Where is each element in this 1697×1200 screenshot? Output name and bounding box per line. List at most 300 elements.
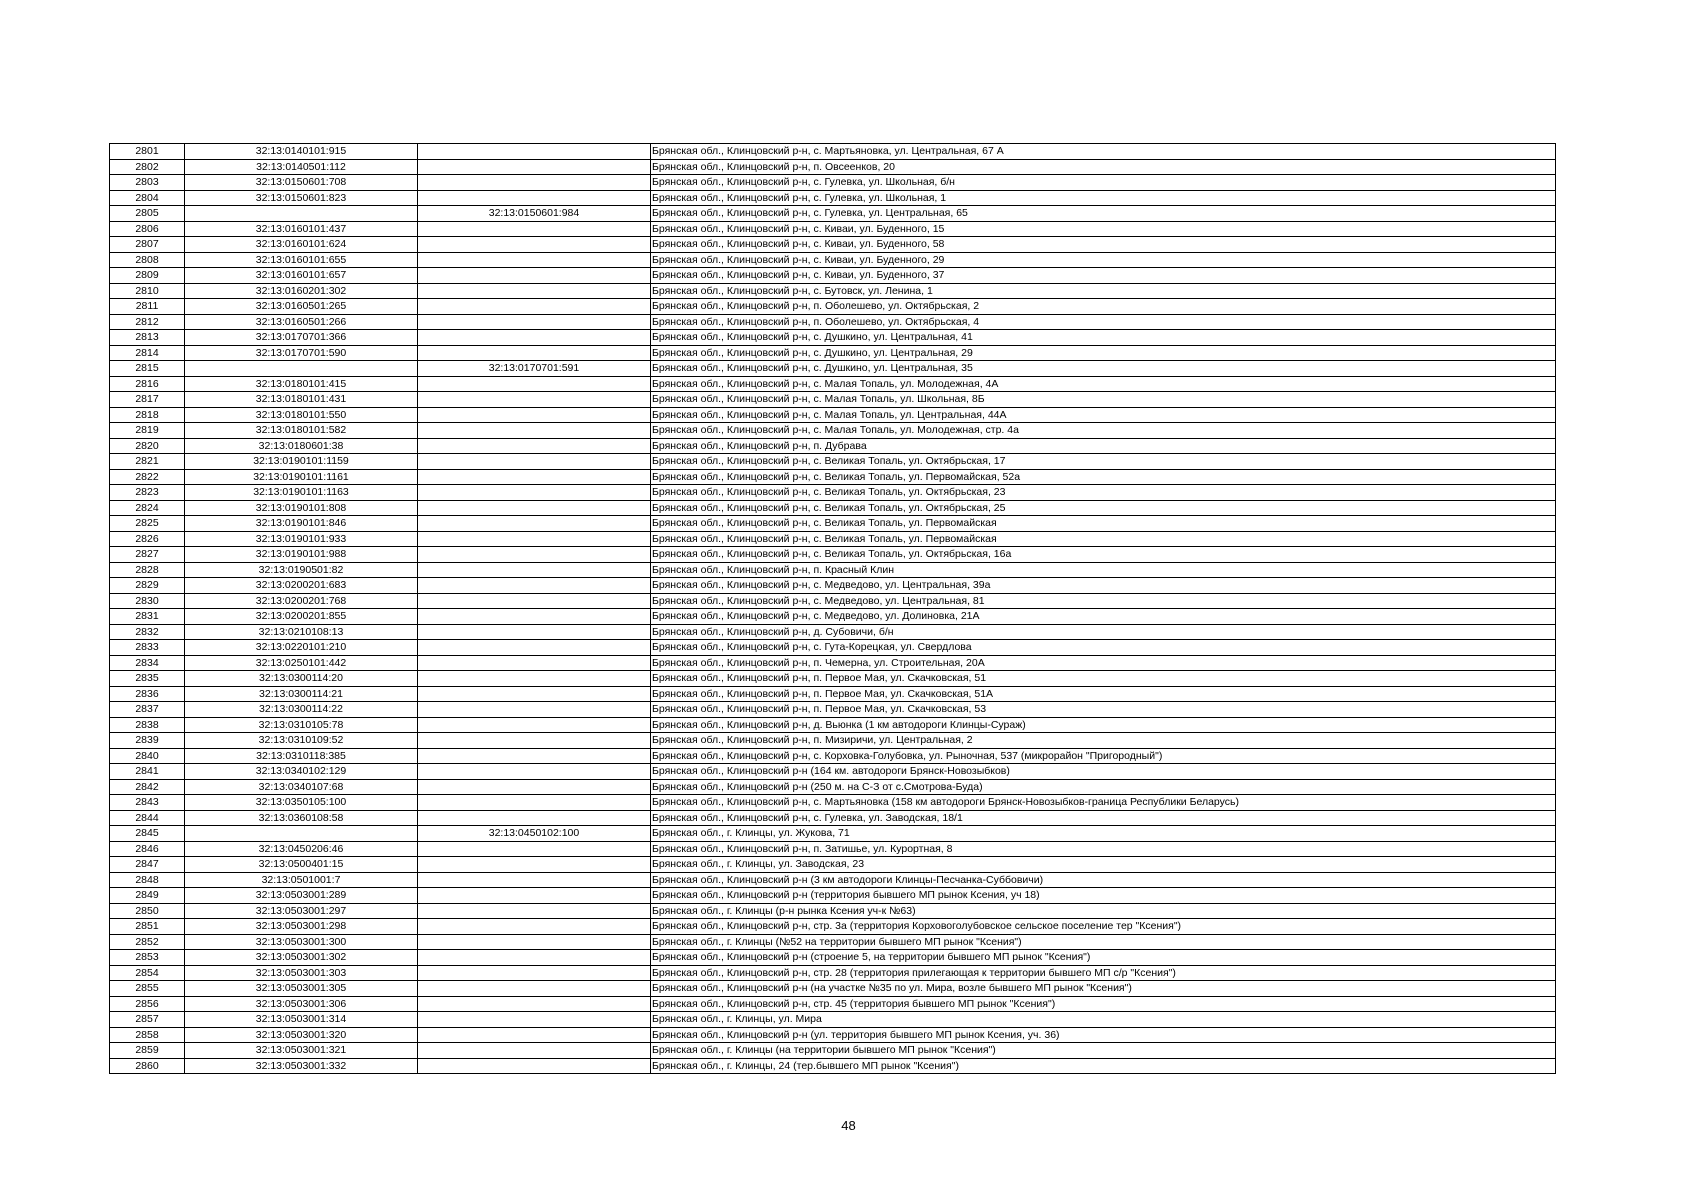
cadastral-number-alt-cell	[418, 299, 651, 315]
table-row	[110, 221, 1556, 237]
cadastral-number-alt-cell	[418, 857, 651, 873]
cadastral-number-cell: 32:13:0503001:321	[185, 1043, 418, 1059]
cadastral-number-alt-cell	[418, 748, 651, 764]
row-number-cell: 2831	[110, 609, 185, 625]
table-row	[110, 237, 1556, 253]
cadastral-number-cell: 32:13:0501001:7	[185, 872, 418, 888]
row-number-cell: 2837	[110, 702, 185, 718]
row-number-cell: 2847	[110, 857, 185, 873]
cadastral-number-alt-cell	[418, 562, 651, 578]
row-number-cell: 2821	[110, 454, 185, 470]
row-number-cell: 2832	[110, 624, 185, 640]
cadastral-number-alt-cell	[418, 640, 651, 656]
cadastral-number-alt-cell	[418, 407, 651, 423]
cadastral-number-alt-cell	[418, 237, 651, 253]
cadastral-number-cell: 32:13:0503001:297	[185, 903, 418, 919]
cadastral-number-cell: 32:13:0503001:300	[185, 934, 418, 950]
cadastral-number-cell: 32:13:0190101:846	[185, 516, 418, 532]
address-cell: Брянская обл., Клинцовский р-н (строение 5, на территории бывшего МП рынок "Ксения")	[651, 950, 1556, 966]
table-row	[110, 314, 1556, 330]
cadastral-number-cell: 32:13:0310118:385	[185, 748, 418, 764]
table-row	[110, 175, 1556, 191]
cadastral-number-cell: 32:13:0200201:855	[185, 609, 418, 625]
table-row	[110, 438, 1556, 454]
row-number-cell: 2812	[110, 314, 185, 330]
cadastral-number-alt-cell	[418, 330, 651, 346]
row-number-cell: 2814	[110, 345, 185, 361]
table-row	[110, 965, 1556, 981]
table-row	[110, 795, 1556, 811]
cadastral-number-cell: 32:13:0170701:590	[185, 345, 418, 361]
address-cell: Брянская обл., Клинцовский р-н, с. Мартьяновка, ул. Центральная, 67 А	[651, 144, 1556, 160]
table-row	[110, 609, 1556, 625]
address-cell: Брянская обл., Клинцовский р-н, с. Душкино, ул. Центральная, 29	[651, 345, 1556, 361]
registry-table-body	[110, 144, 1556, 1074]
cadastral-number-alt-cell	[418, 578, 651, 594]
row-number-cell: 2840	[110, 748, 185, 764]
cadastral-number-cell: 32:13:0150601:708	[185, 175, 418, 191]
cadastral-number-cell: 32:13:0210108:13	[185, 624, 418, 640]
cadastral-number-alt-cell	[418, 345, 651, 361]
address-cell: Брянская обл., г. Клинцы, ул. Мира	[651, 1012, 1556, 1028]
table-row	[110, 330, 1556, 346]
table-row	[110, 578, 1556, 594]
table-row	[110, 593, 1556, 609]
table-row	[110, 268, 1556, 284]
row-number-cell: 2836	[110, 686, 185, 702]
cadastral-number-cell: 32:13:0190101:1163	[185, 485, 418, 501]
row-number-cell: 2818	[110, 407, 185, 423]
row-number-cell: 2822	[110, 469, 185, 485]
address-cell: Брянская обл., Клинцовский р-н, с. Великая Топаль, ул. Октябрьская, 17	[651, 454, 1556, 470]
address-cell: Брянская обл., Клинцовский р-н (3 км автодороги Клинцы-Песчанка-Суббовичи)	[651, 872, 1556, 888]
cadastral-number-cell: 32:13:0190501:82	[185, 562, 418, 578]
row-number-cell: 2851	[110, 919, 185, 935]
row-number-cell: 2807	[110, 237, 185, 253]
cadastral-number-alt-cell	[418, 500, 651, 516]
table-row	[110, 826, 1556, 842]
cadastral-number-cell: 32:13:0140101:915	[185, 144, 418, 160]
address-cell: Брянская обл., Клинцовский р-н, с. Малая Топаль, ул. Молодежная, 4А	[651, 376, 1556, 392]
row-number-cell: 2824	[110, 500, 185, 516]
address-cell: Брянская обл., Клинцовский р-н, д. Субовичи, б/н	[651, 624, 1556, 640]
cadastral-number-cell: 32:13:0190101:1159	[185, 454, 418, 470]
cadastral-number-alt-cell	[418, 1058, 651, 1074]
address-cell: Брянская обл., Клинцовский р-н, с. Душкино, ул. Центральная, 35	[651, 361, 1556, 377]
row-number-cell: 2801	[110, 144, 185, 160]
row-number-cell: 2815	[110, 361, 185, 377]
address-cell: Брянская обл., Клинцовский р-н, п. Красный Клин	[651, 562, 1556, 578]
cadastral-number-cell: 32:13:0180601:38	[185, 438, 418, 454]
table-row	[110, 469, 1556, 485]
cadastral-number-alt-cell	[418, 283, 651, 299]
row-number-cell: 2816	[110, 376, 185, 392]
cadastral-number-cell: 32:13:0220101:210	[185, 640, 418, 656]
cadastral-number-cell: 32:13:0310105:78	[185, 717, 418, 733]
cadastral-number-cell: 32:13:0310109:52	[185, 733, 418, 749]
table-row	[110, 671, 1556, 687]
table-row	[110, 159, 1556, 175]
cadastral-number-cell: 32:13:0340102:129	[185, 764, 418, 780]
address-cell: Брянская обл., Клинцовский р-н (на участке №35 по ул. Мира, возле бывшего МП рынок "Ксения")	[651, 981, 1556, 997]
table-row	[110, 733, 1556, 749]
cadastral-number-alt-cell	[418, 252, 651, 268]
row-number-cell: 2857	[110, 1012, 185, 1028]
table-row	[110, 640, 1556, 656]
table-row	[110, 423, 1556, 439]
cadastral-number-cell: 32:13:0503001:305	[185, 981, 418, 997]
cadastral-number-alt-cell	[418, 717, 651, 733]
address-cell: Брянская обл., Клинцовский р-н, с. Малая Топаль, ул. Школьная, 8Б	[651, 392, 1556, 408]
cadastral-number-alt-cell	[418, 469, 651, 485]
cadastral-number-alt-cell	[418, 810, 651, 826]
cadastral-number-alt-cell	[418, 624, 651, 640]
cadastral-number-cell: 32:13:0160501:266	[185, 314, 418, 330]
cadastral-number-alt-cell	[418, 221, 651, 237]
address-cell: Брянская обл., Клинцовский р-н, с. Гулевка, ул. Школьная, 1	[651, 190, 1556, 206]
address-cell: Брянская обл., Клинцовский р-н (164 км. автодороги Брянск-Новозыбков)	[651, 764, 1556, 780]
address-cell: Брянская обл., Клинцовский р-н, с. Киваи, ул. Буденного, 15	[651, 221, 1556, 237]
table-row	[110, 283, 1556, 299]
row-number-cell: 2854	[110, 965, 185, 981]
table-row	[110, 903, 1556, 919]
cadastral-number-cell: 32:13:0503001:314	[185, 1012, 418, 1028]
cadastral-number-cell: 32:13:0300114:20	[185, 671, 418, 687]
row-number-cell: 2805	[110, 206, 185, 222]
cadastral-number-alt-cell	[418, 609, 651, 625]
cadastral-number-alt-cell	[418, 702, 651, 718]
table-row	[110, 547, 1556, 563]
cadastral-number-alt-cell	[418, 965, 651, 981]
table-row	[110, 144, 1556, 160]
address-cell: Брянская обл., Клинцовский р-н, с. Киваи, ул. Буденного, 37	[651, 268, 1556, 284]
cadastral-number-alt-cell	[418, 950, 651, 966]
address-cell: Брянская обл., Клинцовский р-н, с. Малая Топаль, ул. Молодежная, стр. 4а	[651, 423, 1556, 439]
cadastral-number-cell: 32:13:0160201:302	[185, 283, 418, 299]
address-cell: Брянская обл., Клинцовский р-н, д. Вьюнка (1 км автодороги Клинцы-Сураж)	[651, 717, 1556, 733]
row-number-cell: 2856	[110, 996, 185, 1012]
cadastral-number-cell: 32:13:0180101:582	[185, 423, 418, 439]
table-row	[110, 857, 1556, 873]
row-number-cell: 2828	[110, 562, 185, 578]
table-row	[110, 299, 1556, 315]
row-number-cell: 2849	[110, 888, 185, 904]
cadastral-number-alt-cell	[418, 686, 651, 702]
cadastral-number-cell: 32:13:0200201:683	[185, 578, 418, 594]
cadastral-number-cell: 32:13:0500401:15	[185, 857, 418, 873]
cadastral-number-alt-cell	[418, 934, 651, 950]
cadastral-number-cell: 32:13:0160501:265	[185, 299, 418, 315]
cadastral-number-alt-cell	[418, 779, 651, 795]
row-number-cell: 2803	[110, 175, 185, 191]
address-cell: Брянская обл., Клинцовский р-н, с. Великая Топаль, ул. Первомайская	[651, 531, 1556, 547]
table-row	[110, 500, 1556, 516]
cadastral-number-alt-cell	[418, 671, 651, 687]
cadastral-number-cell: 32:13:0503001:332	[185, 1058, 418, 1074]
cadastral-number-cell: 32:13:0503001:289	[185, 888, 418, 904]
cadastral-number-alt-cell: 32:13:0150601:984	[418, 206, 651, 222]
address-cell: Брянская обл., Клинцовский р-н, п. Чемерна, ул. Строительная, 20А	[651, 655, 1556, 671]
table-row	[110, 748, 1556, 764]
address-cell: Брянская обл., Клинцовский р-н, с. Гулевка, ул. Школьная, б/н	[651, 175, 1556, 191]
cadastral-number-cell	[185, 361, 418, 377]
row-number-cell: 2853	[110, 950, 185, 966]
row-number-cell: 2833	[110, 640, 185, 656]
row-number-cell: 2806	[110, 221, 185, 237]
table-row	[110, 655, 1556, 671]
cadastral-number-cell: 32:13:0190101:933	[185, 531, 418, 547]
table-row	[110, 376, 1556, 392]
table-row	[110, 872, 1556, 888]
address-cell: Брянская обл., Клинцовский р-н, с. Гута-Корецкая, ул. Свердлова	[651, 640, 1556, 656]
row-number-cell: 2834	[110, 655, 185, 671]
cadastral-number-alt-cell	[418, 593, 651, 609]
row-number-cell: 2810	[110, 283, 185, 299]
cadastral-number-cell	[185, 826, 418, 842]
cadastral-number-cell: 32:13:0250101:442	[185, 655, 418, 671]
cadastral-number-alt-cell	[418, 314, 651, 330]
cadastral-number-cell: 32:13:0503001:320	[185, 1027, 418, 1043]
address-cell: Брянская обл., Клинцовский р-н, с. Душкино, ул. Центральная, 41	[651, 330, 1556, 346]
address-cell: Брянская обл., Клинцовский р-н, с. Великая Топаль, ул. Октябрьская, 23	[651, 485, 1556, 501]
row-number-cell: 2813	[110, 330, 185, 346]
row-number-cell: 2852	[110, 934, 185, 950]
cadastral-number-alt-cell	[418, 423, 651, 439]
address-cell: Брянская обл., Клинцовский р-н, с. Медведово, ул. Долиновка, 21А	[651, 609, 1556, 625]
cadastral-number-cell: 32:13:0450206:46	[185, 841, 418, 857]
table-row	[110, 485, 1556, 501]
cadastral-number-alt-cell	[418, 919, 651, 935]
table-row	[110, 392, 1556, 408]
address-cell: Брянская обл., Клинцовский р-н, с. Медведово, ул. Центральная, 81	[651, 593, 1556, 609]
address-cell: Брянская обл., Клинцовский р-н, п. Первое Мая, ул. Скачковская, 51	[651, 671, 1556, 687]
cadastral-number-cell: 32:13:0360108:58	[185, 810, 418, 826]
table-row	[110, 516, 1556, 532]
row-number-cell: 2830	[110, 593, 185, 609]
row-number-cell: 2842	[110, 779, 185, 795]
address-cell: Брянская обл., Клинцовский р-н (территория бывшего МП рынок Ксения, уч 18)	[651, 888, 1556, 904]
row-number-cell: 2839	[110, 733, 185, 749]
table-row	[110, 779, 1556, 795]
row-number-cell: 2860	[110, 1058, 185, 1074]
cadastral-number-alt-cell	[418, 159, 651, 175]
address-cell: Брянская обл., Клинцовский р-н, с. Малая Топаль, ул. Центральная, 44А	[651, 407, 1556, 423]
cadastral-number-alt-cell	[418, 175, 651, 191]
row-number-cell: 2804	[110, 190, 185, 206]
table-row	[110, 407, 1556, 423]
address-cell: Брянская обл., Клинцовский р-н, п. Овсеенков, 20	[651, 159, 1556, 175]
cadastral-number-cell: 32:13:0180101:415	[185, 376, 418, 392]
table-row	[110, 531, 1556, 547]
cadastral-number-cell: 32:13:0150601:823	[185, 190, 418, 206]
table-row	[110, 950, 1556, 966]
row-number-cell: 2802	[110, 159, 185, 175]
row-number-cell: 2823	[110, 485, 185, 501]
table-row	[110, 190, 1556, 206]
cadastral-number-alt-cell	[418, 981, 651, 997]
row-number-cell: 2846	[110, 841, 185, 857]
row-number-cell: 2859	[110, 1043, 185, 1059]
cadastral-number-alt-cell	[418, 872, 651, 888]
cadastral-number-alt-cell	[418, 1043, 651, 1059]
row-number-cell: 2848	[110, 872, 185, 888]
table-row	[110, 996, 1556, 1012]
row-number-cell: 2819	[110, 423, 185, 439]
address-cell: Брянская обл., Клинцовский р-н, с. Великая Топаль, ул. Октябрьская, 16а	[651, 547, 1556, 563]
address-cell: Брянская обл., Клинцовский р-н, п. Оболешево, ул. Октябрьская, 4	[651, 314, 1556, 330]
cadastral-number-cell: 32:13:0340107:68	[185, 779, 418, 795]
table-row	[110, 717, 1556, 733]
cadastral-number-cell: 32:13:0190101:808	[185, 500, 418, 516]
cadastral-number-cell: 32:13:0503001:303	[185, 965, 418, 981]
row-number-cell: 2808	[110, 252, 185, 268]
cadastral-number-cell: 32:13:0180101:550	[185, 407, 418, 423]
cadastral-number-cell: 32:13:0180101:431	[185, 392, 418, 408]
address-cell: Брянская обл., г. Клинцы, 24 (тер.бывшего МП рынок "Ксения")	[651, 1058, 1556, 1074]
registry-table	[109, 143, 1556, 1074]
table-row	[110, 345, 1556, 361]
address-cell: Брянская обл., Клинцовский р-н, стр. 45 (территория бывшего МП рынок "Ксения")	[651, 996, 1556, 1012]
row-number-cell: 2855	[110, 981, 185, 997]
address-cell: Брянская обл., г. Клинцы (№52 на территории бывшего МП рынок "Ксения")	[651, 934, 1556, 950]
address-cell: Брянская обл., Клинцовский р-н, п. Дубрава	[651, 438, 1556, 454]
address-cell: Брянская обл., Клинцовский р-н, п. Первое Мая, ул. Скачковская, 51А	[651, 686, 1556, 702]
address-cell: Брянская обл., Клинцовский р-н, п. Мизиричи, ул. Центральная, 2	[651, 733, 1556, 749]
cadastral-number-alt-cell	[418, 485, 651, 501]
address-cell: Брянская обл., Клинцовский р-н (250 м. на С-З от с.Смотрова-Буда)	[651, 779, 1556, 795]
row-number-cell: 2858	[110, 1027, 185, 1043]
address-cell: Брянская обл., Клинцовский р-н, с. Великая Топаль, ул. Первомайская, 52а	[651, 469, 1556, 485]
table-row	[110, 934, 1556, 950]
cadastral-number-alt-cell	[418, 841, 651, 857]
cadastral-number-cell: 32:13:0160101:437	[185, 221, 418, 237]
table-row	[110, 562, 1556, 578]
cadastral-number-cell: 32:13:0190101:1161	[185, 469, 418, 485]
row-number-cell: 2844	[110, 810, 185, 826]
cadastral-number-cell: 32:13:0503001:306	[185, 996, 418, 1012]
row-number-cell: 2826	[110, 531, 185, 547]
address-cell: Брянская обл., г. Клинцы (на территории бывшего МП рынок "Ксения")	[651, 1043, 1556, 1059]
cadastral-number-alt-cell	[418, 190, 651, 206]
table-row	[110, 810, 1556, 826]
row-number-cell: 2843	[110, 795, 185, 811]
address-cell: Брянская обл., Клинцовский р-н, п. Первое Мая, ул. Скачковская, 53	[651, 702, 1556, 718]
cadastral-number-cell: 32:13:0140501:112	[185, 159, 418, 175]
cadastral-number-alt-cell	[418, 655, 651, 671]
cadastral-number-alt-cell	[418, 144, 651, 160]
address-cell: Брянская обл., Клинцовский р-н, с. Великая Топаль, ул. Первомайская	[651, 516, 1556, 532]
cadastral-number-cell: 32:13:0170701:366	[185, 330, 418, 346]
cadastral-number-cell: 32:13:0300114:21	[185, 686, 418, 702]
row-number-cell: 2825	[110, 516, 185, 532]
cadastral-number-alt-cell	[418, 516, 651, 532]
address-cell: Брянская обл., Клинцовский р-н, с. Великая Топаль, ул. Октябрьская, 25	[651, 500, 1556, 516]
cadastral-number-cell: 32:13:0350105:100	[185, 795, 418, 811]
cadastral-number-alt-cell	[418, 376, 651, 392]
address-cell: Брянская обл., Клинцовский р-н, с. Корховка-Голубовка, ул. Рыночная, 537 (микрорайон "Пригородный")	[651, 748, 1556, 764]
cadastral-number-cell: 32:13:0200201:768	[185, 593, 418, 609]
table-row	[110, 454, 1556, 470]
table-row	[110, 624, 1556, 640]
row-number-cell: 2835	[110, 671, 185, 687]
table-row	[110, 252, 1556, 268]
row-number-cell: 2827	[110, 547, 185, 563]
address-cell: Брянская обл., Клинцовский р-н, стр. 3а (территория Корховоголубовское сельское поселение тер "Ксения")	[651, 919, 1556, 935]
cadastral-number-alt-cell	[418, 268, 651, 284]
table-row	[110, 764, 1556, 780]
table-row	[110, 361, 1556, 377]
cadastral-number-cell: 32:13:0503001:298	[185, 919, 418, 935]
cadastral-number-alt-cell	[418, 547, 651, 563]
row-number-cell: 2817	[110, 392, 185, 408]
cadastral-number-cell: 32:13:0160101:624	[185, 237, 418, 253]
cadastral-number-cell	[185, 206, 418, 222]
cadastral-number-alt-cell: 32:13:0450102:100	[418, 826, 651, 842]
row-number-cell: 2845	[110, 826, 185, 842]
cadastral-number-alt-cell	[418, 764, 651, 780]
address-cell: Брянская обл., Клинцовский р-н, с. Гулевка, ул. Заводская, 18/1	[651, 810, 1556, 826]
address-cell: Брянская обл., Клинцовский р-н, с. Киваи, ул. Буденного, 29	[651, 252, 1556, 268]
cadastral-number-alt-cell	[418, 795, 651, 811]
row-number-cell: 2820	[110, 438, 185, 454]
table-row	[110, 919, 1556, 935]
cadastral-number-alt-cell	[418, 1027, 651, 1043]
cadastral-number-cell: 32:13:0160101:657	[185, 268, 418, 284]
table-row	[110, 888, 1556, 904]
table-row	[110, 1043, 1556, 1059]
address-cell: Брянская обл., Клинцовский р-н, п. Оболешево, ул. Октябрьская, 2	[651, 299, 1556, 315]
address-cell: Брянская обл., Клинцовский р-н, с. Мартьяновка (158 км автодороги Брянск-Новозыбков-граница Республики Беларусь)	[651, 795, 1556, 811]
row-number-cell: 2811	[110, 299, 185, 315]
cadastral-number-alt-cell	[418, 903, 651, 919]
table-row	[110, 1012, 1556, 1028]
table-row	[110, 841, 1556, 857]
table-row	[110, 981, 1556, 997]
cadastral-number-cell: 32:13:0160101:655	[185, 252, 418, 268]
cadastral-number-alt-cell	[418, 531, 651, 547]
address-cell: Брянская обл., Клинцовский р-н, с. Киваи, ул. Буденного, 58	[651, 237, 1556, 253]
row-number-cell: 2850	[110, 903, 185, 919]
cadastral-number-alt-cell: 32:13:0170701:591	[418, 361, 651, 377]
table-row	[110, 1058, 1556, 1074]
table-row	[110, 206, 1556, 222]
table-row	[110, 1027, 1556, 1043]
address-cell: Брянская обл., Клинцовский р-н (ул. территория бывшего МП рынок Ксения, уч. 36)	[651, 1027, 1556, 1043]
address-cell: Брянская обл., Клинцовский р-н, с. Медведово, ул. Центральная, 39а	[651, 578, 1556, 594]
cadastral-number-cell: 32:13:0190101:988	[185, 547, 418, 563]
cadastral-number-alt-cell	[418, 454, 651, 470]
page-number: 48	[841, 1118, 856, 1133]
row-number-cell: 2841	[110, 764, 185, 780]
address-cell: Брянская обл., Клинцовский р-н, с. Гулевка, ул. Центральная, 65	[651, 206, 1556, 222]
cadastral-number-alt-cell	[418, 996, 651, 1012]
address-cell: Брянская обл., г. Клинцы, ул. Заводская, 23	[651, 857, 1556, 873]
address-cell: Брянская обл., Клинцовский р-н, п. Затишье, ул. Курортная, 8	[651, 841, 1556, 857]
row-number-cell: 2838	[110, 717, 185, 733]
cadastral-number-alt-cell	[418, 438, 651, 454]
cadastral-number-cell: 32:13:0503001:302	[185, 950, 418, 966]
cadastral-number-cell: 32:13:0300114:22	[185, 702, 418, 718]
cadastral-number-alt-cell	[418, 888, 651, 904]
row-number-cell: 2829	[110, 578, 185, 594]
cadastral-number-alt-cell	[418, 392, 651, 408]
table-row	[110, 702, 1556, 718]
cadastral-number-alt-cell	[418, 733, 651, 749]
address-cell: Брянская обл., г. Клинцы (р-н рынка Ксения уч-к №63)	[651, 903, 1556, 919]
address-cell: Брянская обл., г. Клинцы, ул. Жукова, 71	[651, 826, 1556, 842]
row-number-cell: 2809	[110, 268, 185, 284]
table-row	[110, 686, 1556, 702]
